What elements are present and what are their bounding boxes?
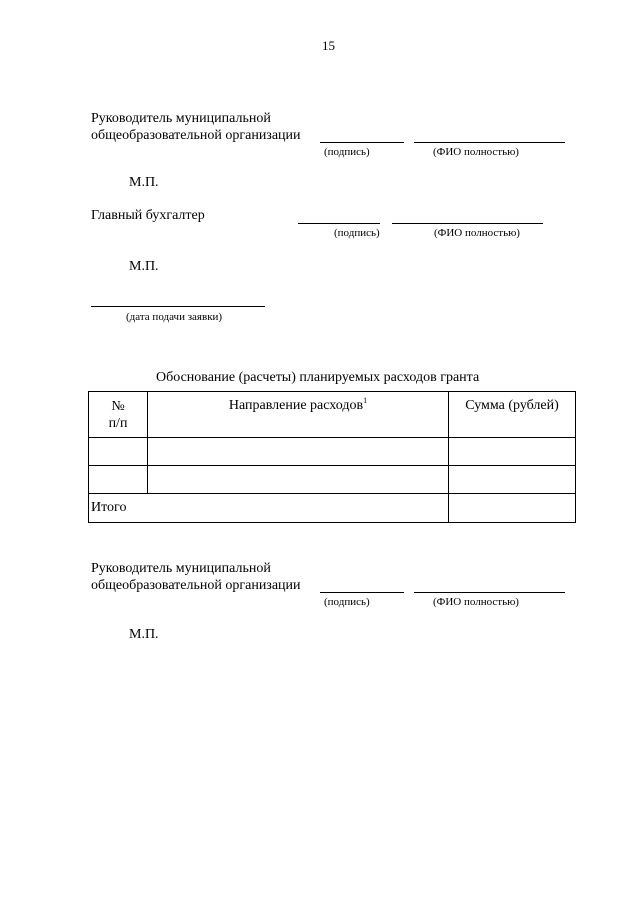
row2-direction-cell bbox=[148, 466, 449, 494]
director-signature-line bbox=[320, 142, 404, 143]
table-row bbox=[89, 438, 576, 466]
header-sum-cell bbox=[449, 392, 576, 438]
director-signature-caption: (подпись) bbox=[324, 146, 370, 158]
director2-stamp-label: М.П. bbox=[129, 627, 159, 642]
table-row bbox=[89, 466, 576, 494]
header-direction-footnote: 1 bbox=[363, 396, 368, 405]
total-label: Итого bbox=[91, 500, 127, 515]
director2-name-line bbox=[414, 592, 565, 593]
accountant-name-caption: (ФИО полностью) bbox=[434, 227, 520, 239]
expenses-table bbox=[88, 391, 576, 523]
application-date-caption: (дата подачи заявки) bbox=[126, 311, 223, 323]
page-number: 15 bbox=[322, 38, 335, 53]
director-title-line1: Руководитель муниципальной bbox=[91, 111, 271, 126]
director2-signature-line bbox=[320, 592, 404, 593]
table-header-row bbox=[89, 392, 576, 438]
chief-accountant-label: Главный бухгалтер bbox=[91, 208, 205, 223]
director2-name-caption: (ФИО полностью) bbox=[433, 596, 519, 608]
header-direction-cell bbox=[148, 392, 449, 438]
accountant-signature-line bbox=[298, 223, 380, 224]
table-total-row bbox=[89, 494, 576, 523]
director-title-line2: общеобразовательной организации bbox=[91, 128, 301, 143]
director-name-line bbox=[414, 142, 565, 143]
table-title: Обоснование (расчеты) планируемых расходов гранта bbox=[156, 370, 480, 385]
accountant-name-line bbox=[392, 223, 543, 224]
row1-number-cell bbox=[89, 438, 148, 466]
row1-sum-cell bbox=[449, 438, 576, 466]
director2-title-line2: общеобразовательной организации bbox=[91, 578, 301, 593]
header-sum-label: Сумма (рублей) bbox=[465, 398, 559, 413]
header-direction-label: Направление расходов bbox=[228, 398, 364, 413]
accountant-stamp-label: М.П. bbox=[129, 259, 159, 274]
row2-number-cell bbox=[89, 466, 148, 494]
total-sum-cell bbox=[449, 494, 576, 523]
row2-sum-cell bbox=[449, 466, 576, 494]
director2-title-line1: Руководитель муниципальной bbox=[91, 561, 271, 576]
director-stamp-label: М.П. bbox=[129, 175, 159, 190]
director-name-caption: (ФИО полностью) bbox=[433, 146, 519, 158]
director2-signature-caption: (подпись) bbox=[324, 596, 370, 608]
header-number-symbol: № bbox=[111, 399, 125, 414]
accountant-signature-caption: (подпись) bbox=[334, 227, 380, 239]
row1-direction-cell bbox=[148, 438, 449, 466]
header-number-cell bbox=[89, 392, 148, 438]
header-number-abbr: п/п bbox=[108, 416, 128, 431]
total-label-cell bbox=[89, 494, 449, 523]
application-date-line bbox=[91, 306, 265, 307]
